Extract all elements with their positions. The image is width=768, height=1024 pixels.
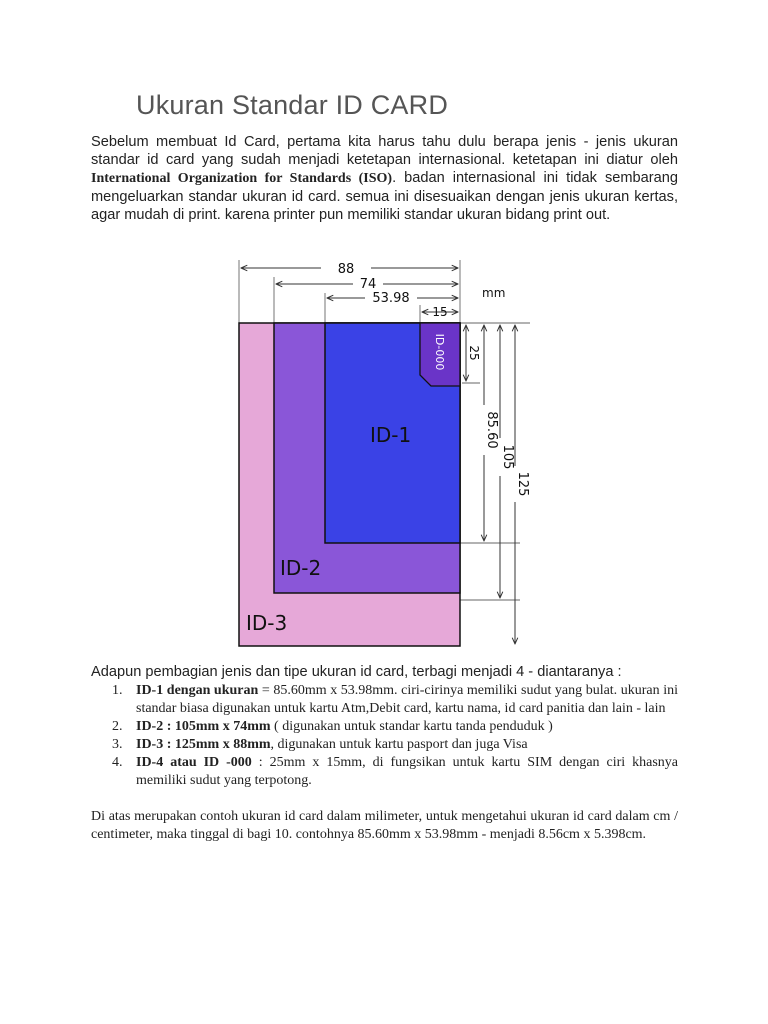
list-item <box>91 682 678 718</box>
dim-label-74: 74 <box>359 277 377 292</box>
list-item <box>91 754 678 790</box>
list-item-text: , digunakan untuk kartu pasport dan juga Visa <box>270 737 528 752</box>
card-label-id-000: ID-000 <box>433 333 446 371</box>
dim-label-85-60: 85.60 <box>484 411 499 449</box>
card-label-id-1: ID-1 <box>370 423 412 447</box>
dim-label-88: 88 <box>337 262 355 277</box>
outro-paragraph: Di atas merupakan contoh ukuran id card dalam milimeter, untuk mengetahui ukuran id card dalam cm / centimeter, maka tinggal di bagi 10. contohnya 85.60mm x 53.98mm - menjadi 8.56cm x 5.398cm. <box>91 809 678 842</box>
list-item <box>91 736 678 754</box>
id-card-type-list <box>91 682 678 790</box>
list-item-text: ( digunakan untuk standar kartu tanda penduduk ) <box>270 719 553 734</box>
intro-text-before: Sebelum membuat Id Card, pertama kita harus tahu dulu berapa jenis - jenis ukuran standar id card yang sudah menjadi ketetapan internasional. ketetapan ini diatur oleh <box>91 134 678 168</box>
list-number: 2. <box>112 719 123 734</box>
card-label-id-3: ID-3 <box>246 611 288 635</box>
id-card-size-diagram <box>230 255 530 655</box>
list-item-bold: ID-1 dengan ukuran <box>136 683 259 698</box>
unit-label: mm <box>482 286 506 300</box>
dim-label-53-98: 53.98 <box>372 291 410 306</box>
list-item-bold: ID-3 : 125mm x 88mm <box>136 737 271 752</box>
dim-label-125: 125 <box>515 471 530 497</box>
list-item-bold: ID-4 atau ID -000 <box>136 755 252 770</box>
intro-paragraph <box>91 133 678 224</box>
list-number: 3. <box>112 737 123 752</box>
list-intro: Adapun pembagian jenis dan tipe ukuran id card, terbagi menjadi 4 - diantaranya : <box>91 664 622 680</box>
list-item-text: : 25mm x 15mm, di fungsikan untuk kartu SIM dengan ciri khasnya memiliki sudut yang terpotong. <box>136 755 679 788</box>
page-title: Ukuran Standar ID CARD <box>136 90 449 120</box>
iso-name: International Organization for Standards (ISO) <box>91 171 393 186</box>
list-number: 1. <box>112 683 123 698</box>
list-item <box>91 718 678 736</box>
dim-label-15: 15 <box>432 305 448 319</box>
dim-label-105: 105 <box>500 444 515 470</box>
dim-label-25: 25 <box>467 345 481 361</box>
card-label-id-2: ID-2 <box>280 556 322 580</box>
list-item-text: = 85.60mm x 53.98mm. ciri-cirinya memiliki sudut yang bulat. ukuran ini standar biasa digunakan untuk kartu Atm,Debit card, kartu nama, id card panitia dan lain - lain <box>136 683 678 716</box>
list-item-bold: ID-2 : 105mm x 74mm <box>136 719 271 734</box>
intro-text-after: . badan internasional ini tidak sembarang mengeluarkan standar ukuran id card. semua ini disesuaikan dengan jenis ukuran kertas, agar mudah di print. karena printer pun memiliki standar ukuran bidang print out. <box>91 170 678 223</box>
list-number: 4. <box>112 755 123 770</box>
